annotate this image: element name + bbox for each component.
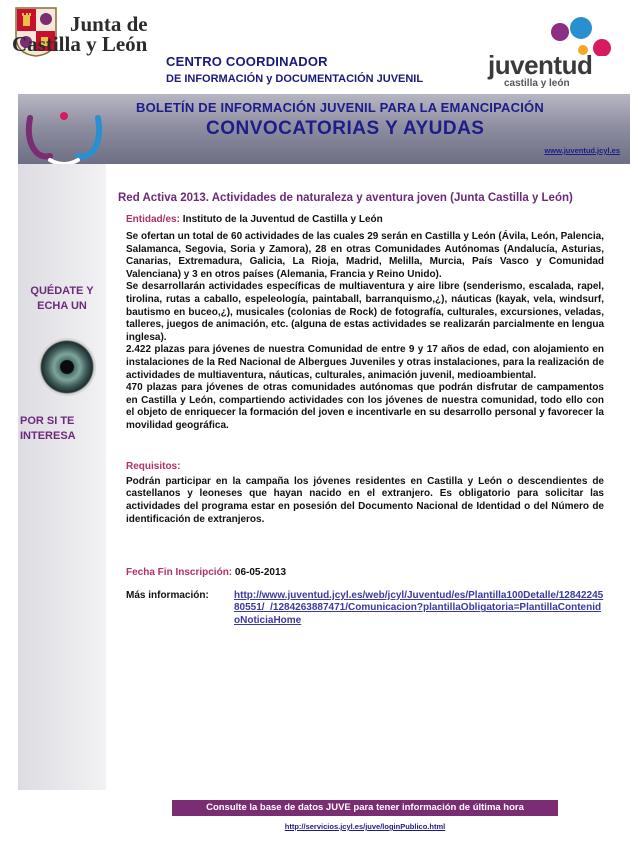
center-title-line2: DE INFORMACIÓN y DOCUMENTACIÓN JUVENIL — [166, 73, 424, 85]
eye-image — [38, 338, 96, 396]
article-paragraph: 470 plazas para jóvenes de otras comunidades autónomas que podrán disfrutar de campamentos en Castilla y León, compartiendo actividades con los jóvenes de nuestra comunidad, todo ello con el objeto de enriquecer la formación del joven e incentivarle en su desarrollo personal y favorecer la movilidad geográfica. — [126, 382, 604, 431]
junta-castilla-leon-logo — [8, 6, 158, 90]
bulletin-banner — [18, 94, 630, 164]
article-body — [126, 231, 604, 433]
article-title: Red Activa 2013. Actividades de naturaleza y aventura joven (Junta Castilla y León) — [118, 192, 573, 204]
logo-line2: Castilla y León — [12, 32, 148, 56]
fecha-label: Fecha Fin Inscripción: — [126, 566, 233, 578]
masinfo-link[interactable]: http://www.juventud.jcyl.es/web/jcyl/Juventud/es/Plantilla100Detalle/1284224580551/_/1284263887471/Comunicacion?plantillaObligatoria=PlantillaContenidoNoticiaHome — [234, 589, 604, 626]
requisitos-text: Podrán participar en la campaña los jóvenes residentes en Castilla y León o descendientes de castellanos y leoneses que hayan nacido en el extranjero. Es obligatorio para solicitar las actividades del programa estar en posesión del Documento Nacional de Identidad o del Número de identificación de extranjeros. — [126, 475, 604, 525]
juventud-logo — [482, 12, 612, 92]
article-paragraph: 2.422 plazas para jóvenes de nuestra Comunidad de entre 9 y 17 años de edad, con alojamiento en instalaciones de la Red Nacional de Albergues Juveniles y otras instalaciones, para la realización de actividades de multiaventura, náuticas, culturales, animación juvenil, medioambiental. — [126, 344, 604, 381]
footer-banner: Consulte la base de datos JUVE para tener información de última hora — [172, 800, 558, 816]
footer-link[interactable]: http://servicios.jcyl.es/juve/loginPublico.html — [284, 822, 446, 831]
fecha-value: 06-05-2013 — [234, 566, 287, 578]
masinfo-label: Más información: — [126, 589, 209, 601]
article — [118, 190, 604, 627]
center-title — [166, 54, 423, 85]
entidad-row — [126, 214, 604, 225]
entidad-label: Entidad/es: — [126, 214, 180, 225]
banner-url-link[interactable]: www.juventud.jcyl.es — [544, 146, 620, 155]
masinfo-row — [126, 590, 604, 628]
entidad-value: Instituto de la Juventud de Castilla y León — [182, 214, 383, 225]
sidebar-text-interesa: POR SI TE INTERESA — [20, 415, 76, 442]
center-title-line1: CENTRO COORDINADOR — [166, 54, 328, 69]
banner-line2: CONVOCATORIAS Y AYUDAS — [206, 118, 485, 139]
sidebar — [18, 164, 106, 790]
banner-line1: BOLETÍN DE INFORMACIÓN JUVENIL PARA LA EMANCIPACIÓN — [136, 100, 544, 115]
article-paragraph: Se desarrollarán actividades específicas de multiaventura y aire libre (senderismo, escalada, rapel, tirolina, rutas a caballo, espeleología, paintaball, barranquismo,¿), náuticas (kayak, vela, windsurf, bautismo en buceo,¿), musicales (colonias de Rock) de fotografía, culturales, excursiones, veladas, talleres, juegos de animación, etc. (alguna de estas actividades se realizarán parcialmente en lengua inglesa). — [126, 281, 604, 343]
fecha-row — [126, 567, 604, 578]
juventud-subtitle: castilla y león — [504, 78, 570, 89]
requisitos-label: Requisitos: — [126, 460, 181, 472]
article-paragraph: Se ofertan un total de 60 actividades de las cuales 29 serán en Castilla y León (Ávila, León, Palencia, Salamanca, Segovia, Soria y Zamora), 28 en otras Comunidades Autónomas (Andalucía, Asturias, Canarias, Extremadura, Galicia, La Rioja, Madrid, Melilla, Murcia, País Vasco y Comunidad Valenciana) y 3 en otros países (Alemania, Francia y Reino Unido). — [126, 231, 604, 280]
logo-line1: Junta de — [70, 12, 148, 36]
juventud-word: juventud — [488, 50, 593, 80]
sidebar-text-quedate: QUÉDATE Y ECHA UN — [30, 285, 94, 312]
bulletin-logo-icon — [24, 110, 104, 170]
